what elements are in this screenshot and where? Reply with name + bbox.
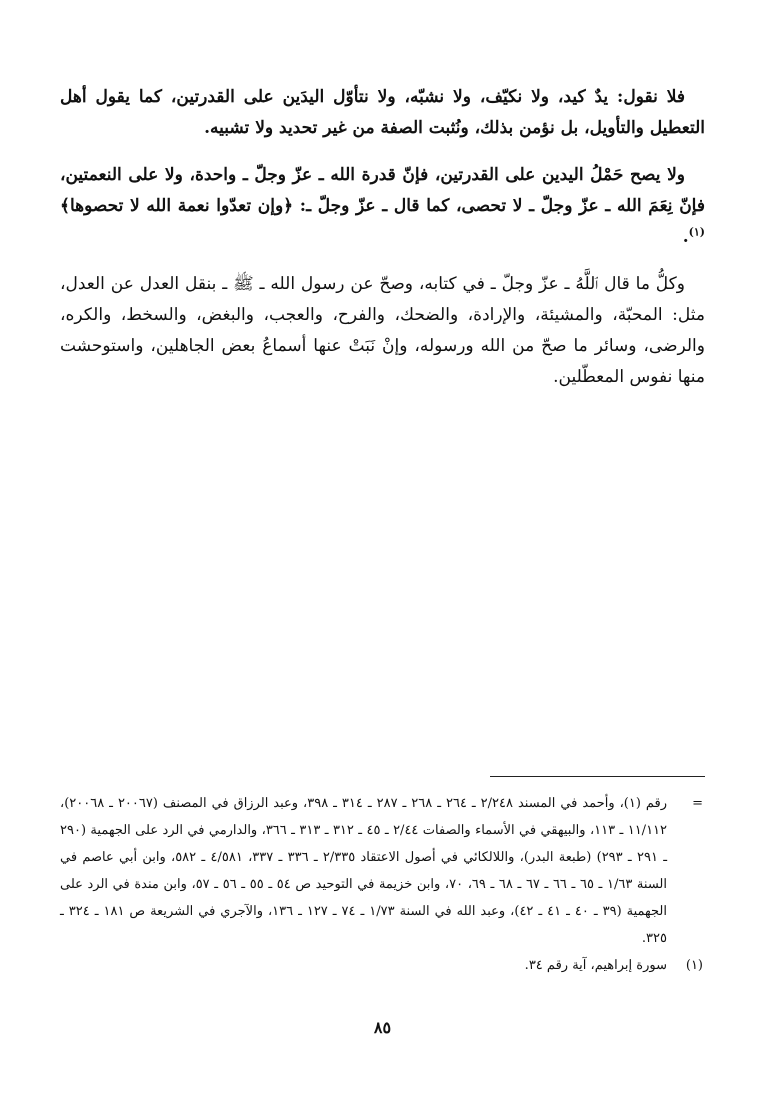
footnote-continuation	[60, 790, 705, 952]
page-number: ٨٥	[373, 1018, 392, 1037]
footnote-1	[60, 952, 705, 979]
footnotes	[60, 790, 705, 979]
footnote-reference[interactable]: (١)	[688, 225, 705, 239]
paragraph-3: وكلُّ ما قال ٱللَّهُ ـ عزّ وجلّ ـ في كتابه، وصحّ عن رسول الله ـ ﷺ ـ بنقل العدل عن العدل، مثل: المحبّة، والمشيئة، والإرادة، والضحك، والفرح، والعجب، والبغض، والسخط، والكره، والرضى، وسائر ما صحّ من الله ورسوله، وإنْ نَبَتْ عنها أسماعُ بعض الجاهلين، واستوحشت منها نفوس المعطّلين.	[60, 274, 705, 387]
footnote-separator	[490, 776, 705, 777]
continuation-marker: =	[692, 796, 703, 811]
footnote-1-text: سورة إبراهيم، آية رقم ٣٤.	[524, 958, 667, 973]
paragraph-2-text: ولا يصح حَمْلُ اليدين على القدرتين، فإنّ قدرة الله ـ عزّ وجلّ ـ واحدة، ولا على النعمتين، فإنّ نِعَمَ الله ـ عزّ وجلّ ـ لا تحصى، كما قال ـ عزّ وجلّ ـ: ﴿وإن تعدّوا نعمة الله لا تحصوها﴾	[60, 165, 705, 216]
paragraph-2	[60, 160, 705, 253]
continuation-text: رقم (١)، وأحمد في المسند ٢/٢٤٨ ـ ٢٦٤ ـ ٢٦٨ ـ ٢٨٧ ـ ٣١٤ ـ ٣٩٨، وعبد الرزاق في المصنف (٢٠٠٦٧ ـ ٢٠٠٦٨)، ١١/١١٢ ـ ١١٣، والبيهقي في الأسماء والصفات ٢/٤٤ ـ ٤٥ ـ ٣١٢ ـ ٣١٣ ـ ٣٦٦، والدارمي في الرد على الجهمية (٢٩٠ ـ ٢٩١ ـ ٢٩٣) (طبعة البدر)، واللالكائي في أصول الاعتقاد ٢/٣٣٥ ـ ٣٣٦ ـ ٣٣٧، ٤/٥٨١ ـ ٥٨٢، وابن أبي عاصم في السنة ١/٦٣ ـ ٦٥ ـ ٦٦ ـ ٦٧ ـ ٦٨ ـ ٦٩، ٧٠، وابن خزيمة في التوحيد ص ٥٤ ـ ٥٥ ـ ٥٦ ـ ٥٧، وابن مندة في الرد على الجهمية (٣٩ ـ ٤٠ ـ ٤١ ـ ٤٢)، وعبد الله في السنة ١/٧٣ ـ ٧٤ ـ ١٢٧ ـ ١٣٦، والآجري في الشريعة ص ١٨١ ـ ٣٢٤ ـ ٣٢٥.	[60, 796, 668, 946]
paragraph-2-end: .	[682, 227, 689, 247]
paragraph-1: فلا نقول: يدٌ كيد، ولا نكيّف، ولا نشبّه، ولا نتأوّل اليدَين على القدرتين، كما يقول أهل التعطيل والتأويل، بل نؤمن بذلك، ونُثبت الصفة من غير تحديد ولا تشبيه.	[60, 87, 705, 138]
main-text	[60, 82, 705, 409]
footnote-1-marker: (١)	[685, 958, 703, 973]
